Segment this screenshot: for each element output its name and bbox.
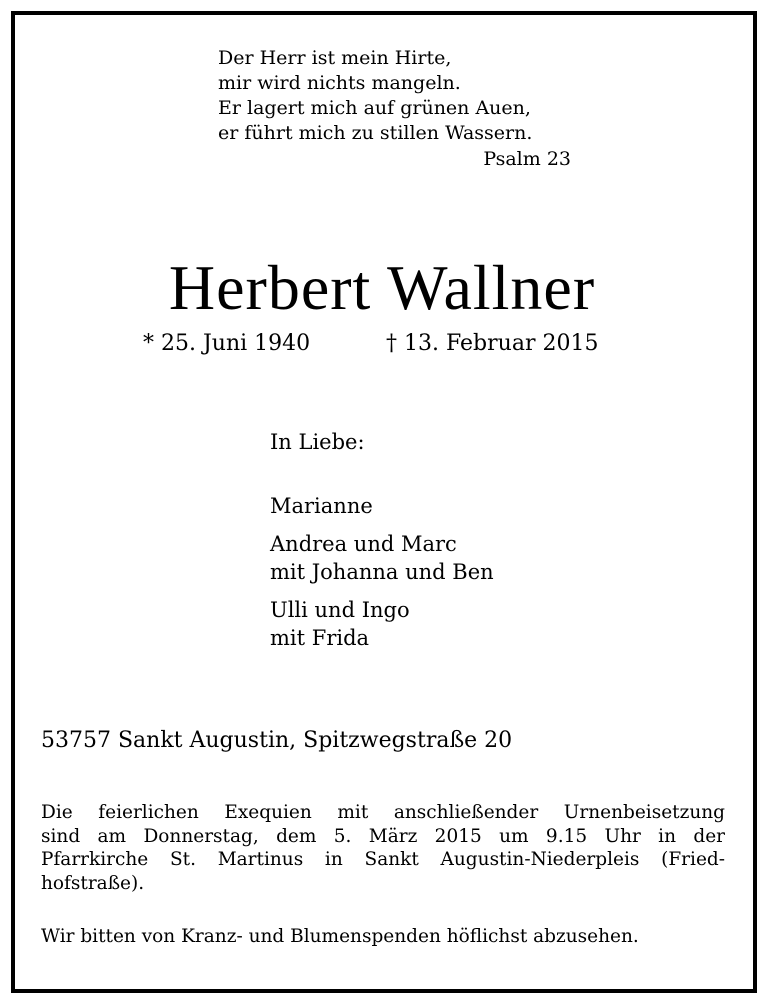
mourners-list — [270, 428, 494, 652]
service-line: sind am Donnerstag, dem 5. März 2015 um 9.15 Uhr in der — [41, 825, 725, 847]
mourner-group — [270, 596, 494, 652]
verse-line: mir wird nichts mangeln. — [218, 72, 461, 94]
mourner-name: Marianne — [270, 494, 373, 518]
mourner-name: mit Frida — [270, 626, 370, 650]
verse-source: Psalm 23 — [483, 148, 571, 170]
service-line: Pfarrkirche St. Martinus in Sankt Augustin-Niederpleis (Fried- — [41, 849, 725, 870]
service-announcement — [41, 801, 725, 895]
mourner-name: Ulli und Ingo — [270, 598, 410, 622]
closing-request: Wir bitten von Kranz- und Blumenspenden höflichst abzusehen. — [41, 926, 639, 947]
service-line: hofstraße). — [41, 872, 145, 894]
mourner-group — [270, 492, 494, 520]
deceased-name: Herbert Wallner — [168, 252, 596, 323]
family-address: 53757 Sankt Augustin, Spitzwegstraße 20 — [41, 728, 513, 753]
mourners-intro: In Liebe: — [270, 430, 365, 454]
verse-line: er führt mich zu stillen Wassern. — [218, 122, 533, 144]
mourner-name: Andrea und Marc — [270, 532, 457, 556]
mourner-group — [270, 530, 494, 586]
mourner-name: mit Johanna und Ben — [270, 560, 494, 584]
psalm-verse — [218, 46, 618, 172]
verse-line: Der Herr ist mein Hirte, — [218, 47, 452, 69]
birth-date: * 25. Juni 1940 — [143, 331, 311, 356]
verse-line: Er lagert mich auf grünen Auen, — [218, 97, 531, 119]
death-date: † 13. Februar 2015 — [386, 331, 599, 356]
service-line: Die feierlichen Exequien mit anschließender Urnenbeisetzung — [41, 802, 725, 823]
